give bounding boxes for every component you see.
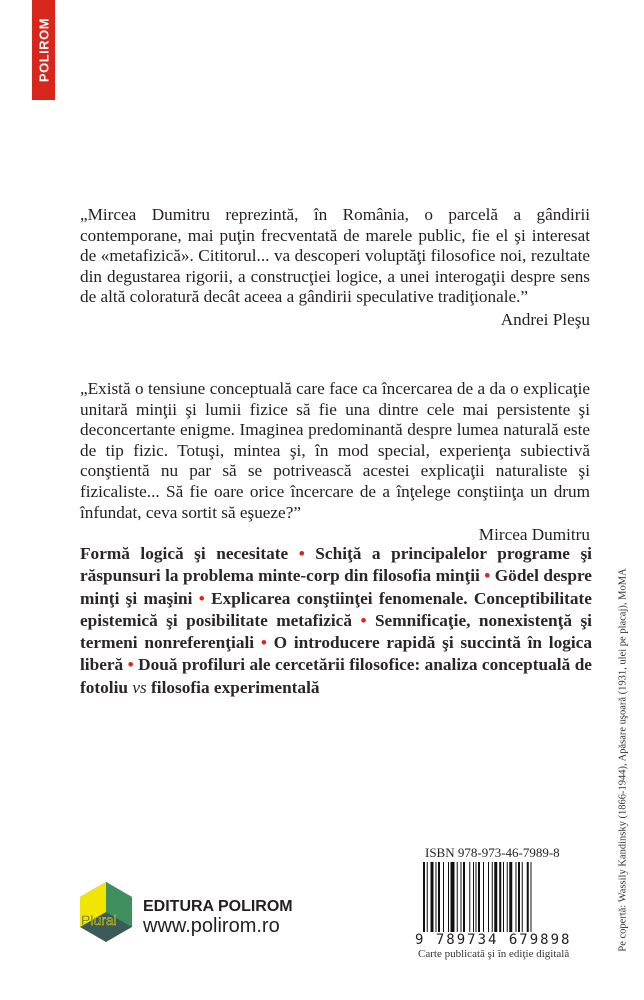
bullet-icon: • <box>479 566 495 586</box>
publisher-info <box>143 898 293 938</box>
barcode-bar <box>443 862 444 932</box>
barcode-bar <box>457 862 458 932</box>
bullet-icon: • <box>254 633 274 653</box>
barcode-number: 9 789734 679898 <box>415 932 572 948</box>
topic-item: Semnificaţie, nonexistenţă şi termeni nonreferenţiali <box>80 610 592 653</box>
barcode-bar <box>527 862 529 932</box>
barcode-bar <box>518 862 520 932</box>
quote-author: Andrei Pleşu <box>500 309 590 329</box>
barcode-bar <box>522 862 523 932</box>
barcode-bar <box>507 862 508 932</box>
barcode-bar <box>463 862 465 932</box>
bullet-icon: • <box>288 544 316 563</box>
barcode-bar <box>488 862 489 932</box>
barcode-bar <box>531 862 532 932</box>
bullet-icon: • <box>192 588 212 608</box>
topic-item: Formă logică şi necesitate <box>80 544 289 563</box>
barcode-bar <box>499 862 501 932</box>
topic-item: Schiţă a principalelor programe şi răspunsuri la problema minte-corp din filosofia minţii <box>80 544 592 586</box>
barcode-bar <box>451 862 455 932</box>
publisher-name: EDITURA POLIROM <box>143 898 293 915</box>
bullet-icon: • <box>352 610 375 630</box>
topic-item: Două profiluri ale cercetării filosofice: analiza conceptuală de fotoliu vs filosofia experimentală <box>80 655 592 697</box>
topic-item: Gödel despre minţi şi maşini <box>80 566 592 608</box>
barcode-bar <box>509 862 512 932</box>
barcode-bar <box>483 862 484 932</box>
barcode-bar <box>448 862 449 932</box>
isbn: ISBN 978-973-46-7989-8 <box>425 845 560 860</box>
barcode-bar <box>427 862 428 932</box>
cover-credit: Pe copertă: Wassily Kandinsky (1866-1944), Apăsare uşoară (1931, ulei pe placaj), MoMA <box>617 568 629 952</box>
barcode-bar <box>476 862 477 932</box>
barcode-bar <box>423 862 425 932</box>
barcode-bar <box>503 862 504 932</box>
topic-item: O introducere rapidă şi succintă în logica liberă <box>80 633 592 675</box>
barcode-bar <box>492 862 493 932</box>
quote-2 <box>80 379 590 546</box>
quote-1 <box>80 205 590 331</box>
barcode-bar <box>469 862 470 932</box>
publisher-tab <box>32 0 55 100</box>
plural-logo <box>80 882 132 942</box>
bullet-icon: • <box>123 655 139 675</box>
barcode-bar <box>494 862 497 932</box>
barcode-bar <box>478 862 480 932</box>
publisher-website[interactable]: www.polirom.ro <box>143 915 280 937</box>
barcode-bar <box>473 862 474 932</box>
publisher-tab-label: POLIROM <box>36 17 51 83</box>
barcode <box>415 862 575 934</box>
quote-text: „Mircea Dumitru reprezintă, în România, o parcelă a gândirii contemporane, mai puţin frecventată de marele public, fie el şi interesat de «metafizică». Cititorul... va descoperi voluptăţi filosofice noi, rezultate din degustarea rigorii, a construcţiei logice, a unei interogaţii despre sens de altă coloratură decât aceea a gândirii speculative tradiţionale.” <box>80 205 590 307</box>
barcode-bar <box>436 862 437 932</box>
svg-text:Plural: Plural <box>81 912 117 928</box>
barcode-bar <box>438 862 440 932</box>
barcode-bar <box>461 862 462 932</box>
topics-list <box>80 543 592 699</box>
quote-author: Mircea Dumitru <box>478 525 590 545</box>
barcode-bar <box>431 862 434 932</box>
quote-text: „Există o tensiune conceptuală care face ca încercarea de a da o explicaţie unitară minţii şi lumii fizice să fie una dintre cele mai persistente şi deconcertante enigme. Imaginea predominantă despre lumea naturală este de tip fizic. Totuşi, mintea şi, în mod special, experienţa subiectivă conştientă nu par să se potrivească acestei explicaţii naturaliste şi fizicaliste... Să fie oare orice încercare de a înţelege conştiinţa un drum înfundat, ceva sortit să eşueze?” <box>80 379 590 522</box>
barcode-bar <box>516 862 517 932</box>
topic-item: Explicarea conştiinţei fenomenale. Conceptibilitate epistemică şi posibilitate metafizică <box>80 588 592 630</box>
digital-edition-note: Carte publicată şi în ediţie digitală <box>418 948 570 960</box>
